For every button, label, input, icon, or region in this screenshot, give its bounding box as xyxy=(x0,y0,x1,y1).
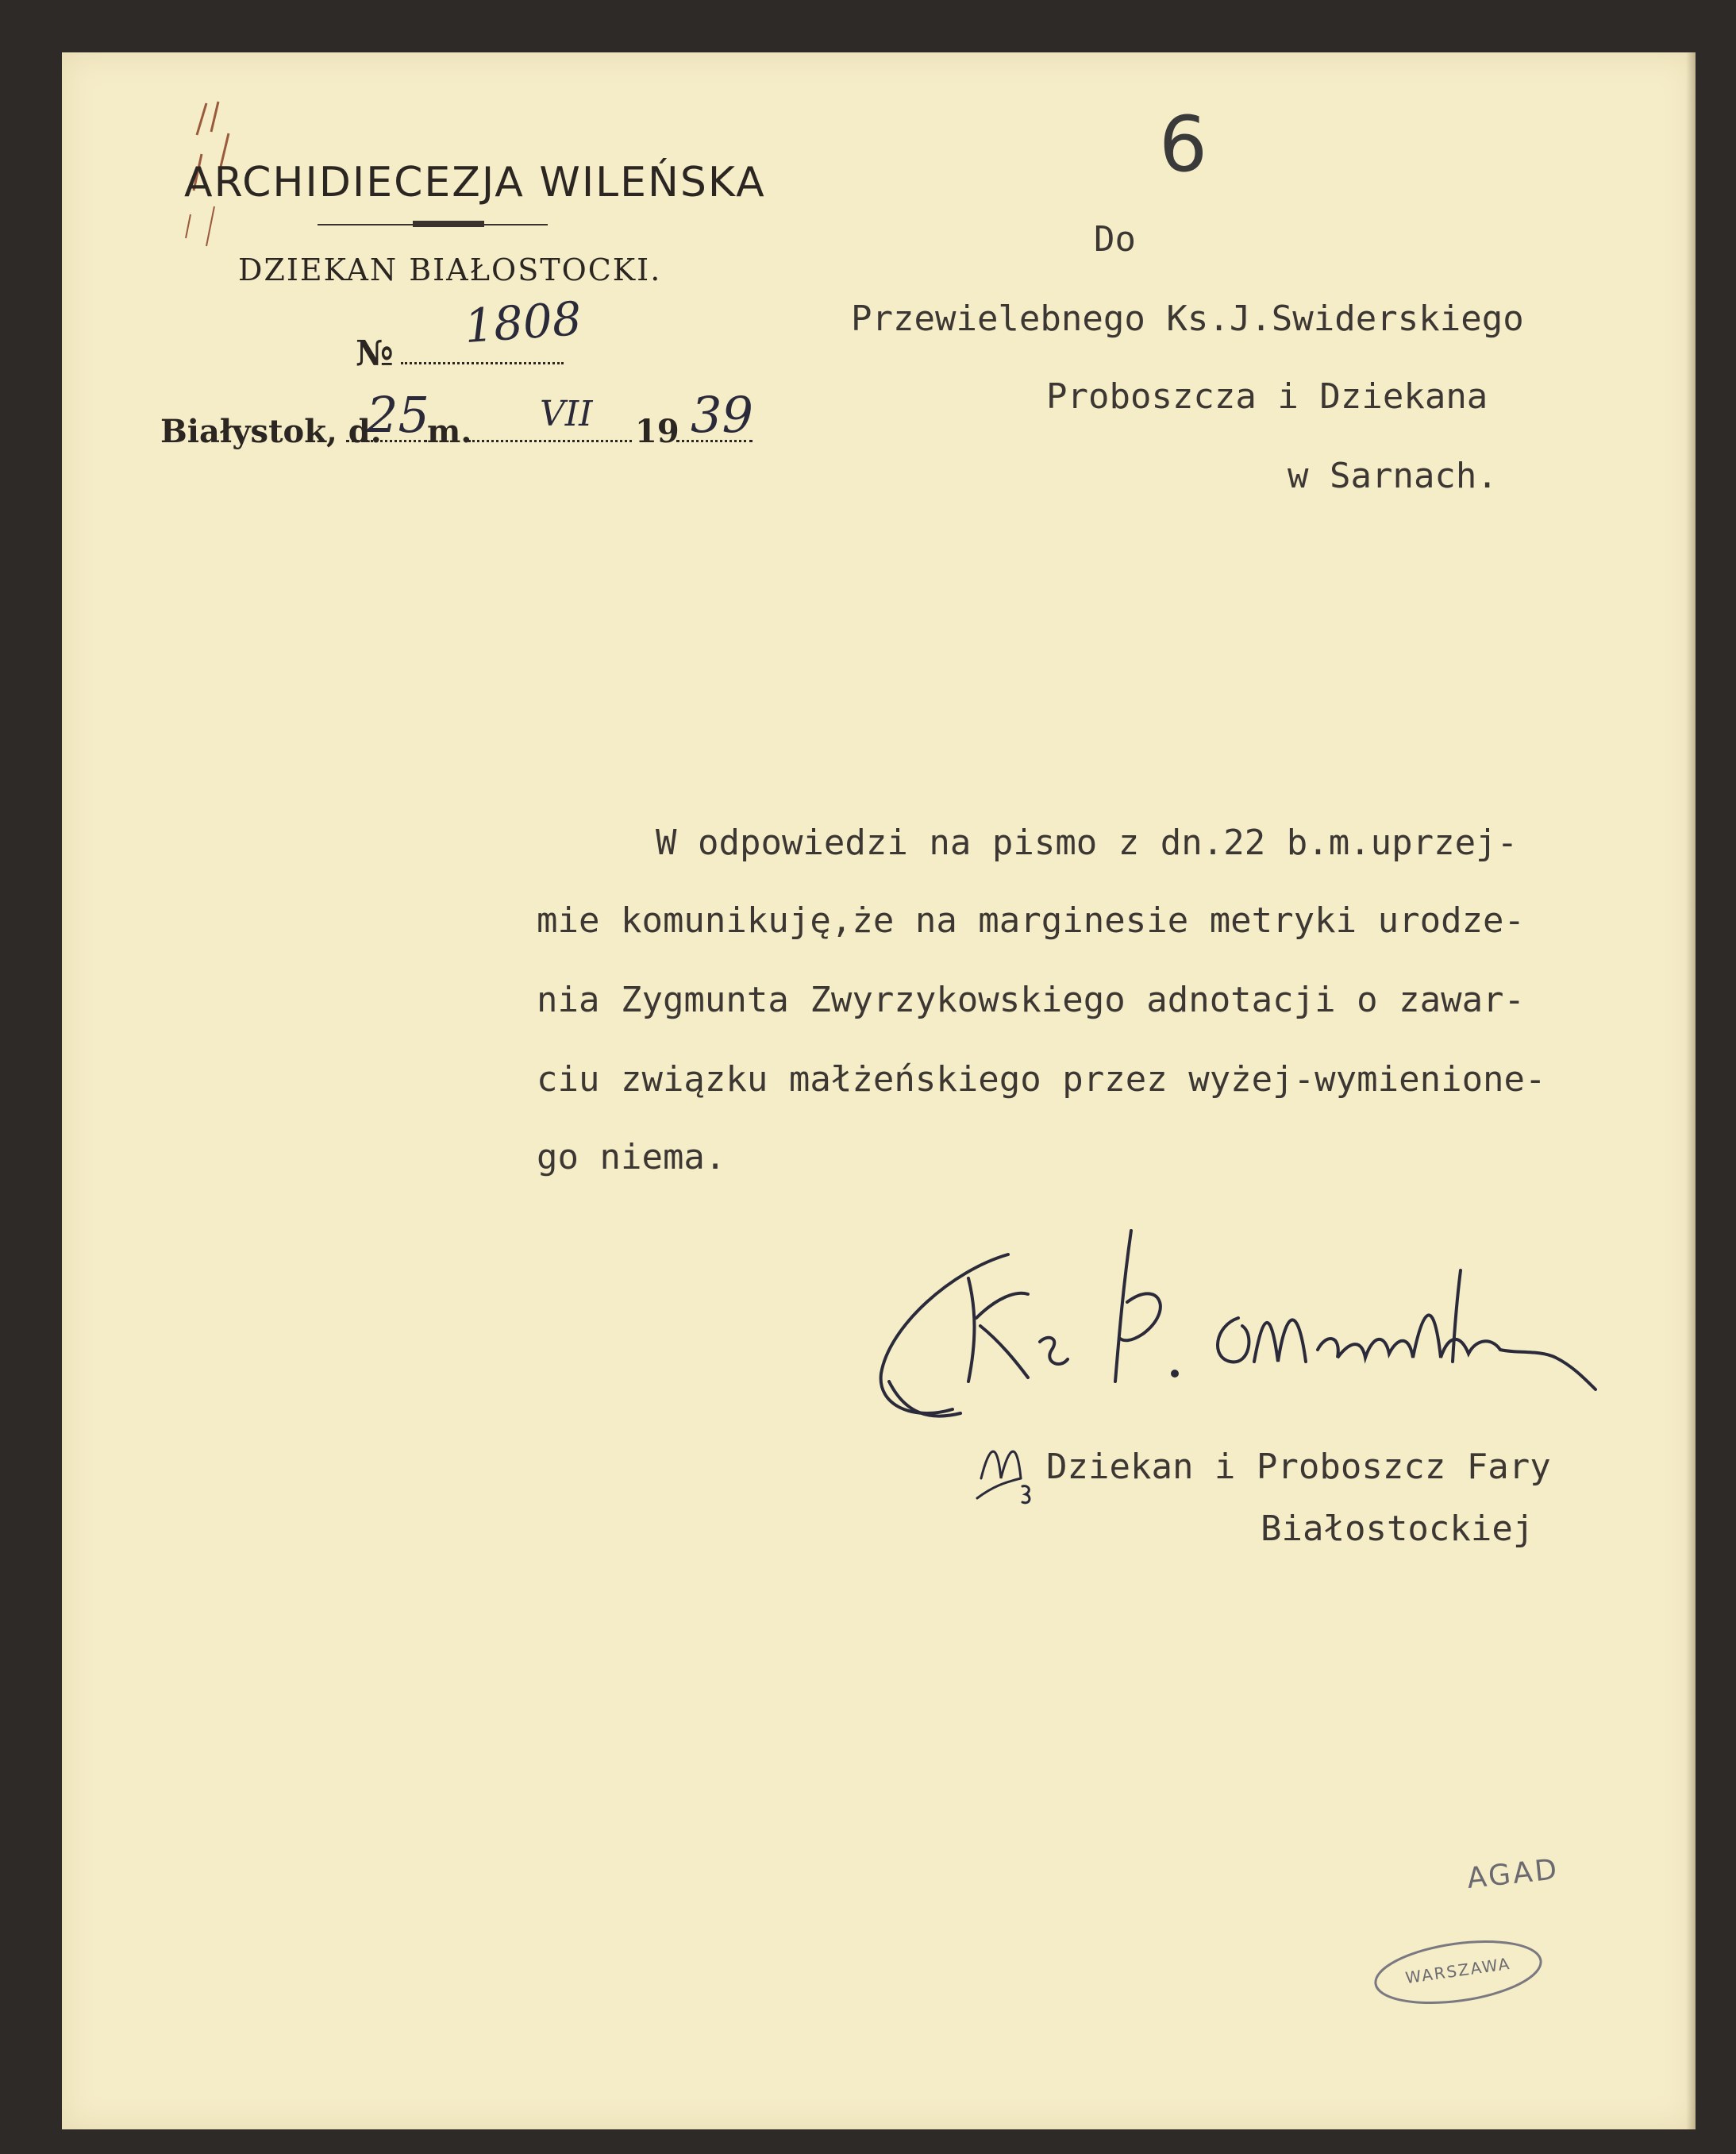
number-label: № xyxy=(356,333,394,374)
body-line: W odpowiedzi na pismo z dn.22 b.m.uprzej- xyxy=(656,823,1519,863)
number-dotted-line xyxy=(401,362,564,364)
date-day-handwritten: 25 xyxy=(367,386,429,444)
handwritten-signature xyxy=(857,1223,1603,1429)
address-line: Proboszcza i Dziekana xyxy=(1046,376,1488,417)
number-value-handwritten: 1808 xyxy=(462,291,583,354)
century-label: 19 xyxy=(635,413,679,450)
date-month-handwritten: VII xyxy=(540,394,593,434)
signatory-title-line: Białostockiej xyxy=(1261,1509,1534,1549)
place-date-label: Białystok, d. xyxy=(160,413,382,450)
initial-mark xyxy=(973,1423,1045,1510)
page-number-handwritten: 6 xyxy=(1159,100,1208,189)
address-line: Do xyxy=(1094,219,1136,260)
month-label: m. xyxy=(427,413,472,450)
body-line: nia Zygmunta Zwyrzykowskiego adnotacji o zawar- xyxy=(537,980,1526,1020)
body-line: go niema. xyxy=(537,1137,726,1177)
letterhead-title: ARCHIDIECEZJA WILEŃSKA xyxy=(184,159,766,206)
sheet-edge-shadow xyxy=(1686,52,1696,2129)
month-dotted-line xyxy=(468,440,632,442)
address-line: w Sarnach. xyxy=(1288,456,1498,496)
body-line: mie komunikuję,że na marginesie metryki urodze- xyxy=(537,900,1526,941)
letterhead-rule-accent xyxy=(413,221,484,227)
body-line: ciu związku małżeńskiego przez wyżej-wymienione- xyxy=(537,1059,1546,1100)
letterhead-subtitle: DZIEKAN BIAŁOSTOCKI. xyxy=(238,252,662,287)
date-year-handwritten: 39 xyxy=(691,386,753,444)
archive-stamp-label: AGAD xyxy=(1465,1853,1561,1895)
archive-stamp-text: WARSZAWA xyxy=(1403,1953,1512,1988)
address-line: Przewielebnego Ks.J.Swiderskiego xyxy=(851,299,1524,339)
signatory-title-line: Dziekan i Proboszcz Fary xyxy=(1046,1447,1551,1487)
